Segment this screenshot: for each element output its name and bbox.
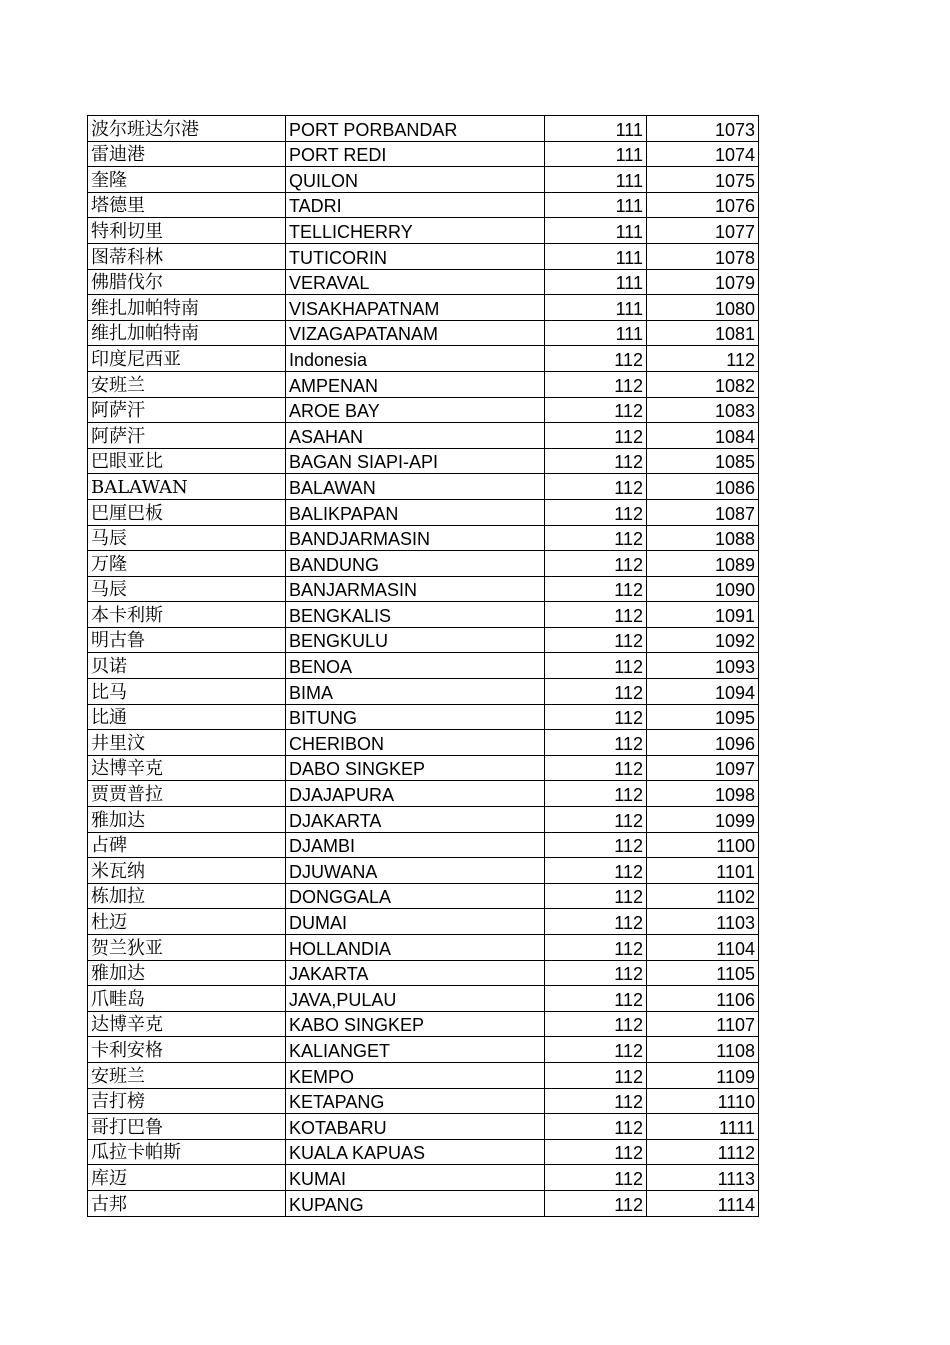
chinese-name-cell: 米瓦纳 (88, 858, 286, 884)
table-row (88, 627, 759, 653)
country-code-cell: 112 (545, 909, 647, 935)
port-id-cell: 1083 (647, 397, 759, 423)
port-id-cell: 1081 (647, 320, 759, 346)
port-id-cell: 1113 (647, 1165, 759, 1191)
port-id-cell: 1079 (647, 269, 759, 295)
english-name-cell: CHERIBON (286, 730, 545, 756)
port-id-cell: 1085 (647, 448, 759, 474)
table-row (88, 551, 759, 577)
table-row (88, 909, 759, 935)
english-name-cell: JAVA,PULAU (286, 986, 545, 1012)
english-name-cell: BALAWAN (286, 474, 545, 500)
english-name-cell: BAGAN SIAPI-API (286, 448, 545, 474)
chinese-name-cell: 波尔班达尔港 (88, 116, 286, 142)
country-code-cell: 112 (545, 1037, 647, 1063)
english-name-cell: BIMA (286, 679, 545, 705)
port-id-cell: 1084 (647, 423, 759, 449)
port-id-cell: 1080 (647, 295, 759, 321)
table-row (88, 832, 759, 858)
english-name-cell: PORT PORBANDAR (286, 116, 545, 142)
port-id-cell: 1093 (647, 653, 759, 679)
port-code-table (87, 115, 759, 1217)
chinese-name-cell: 贺兰狄亚 (88, 935, 286, 961)
table-row (88, 781, 759, 807)
port-id-cell: 1089 (647, 551, 759, 577)
table-row (88, 525, 759, 551)
port-id-cell: 1104 (647, 935, 759, 961)
country-code-cell: 111 (545, 167, 647, 193)
table-row (88, 320, 759, 346)
port-id-cell: 1112 (647, 1139, 759, 1165)
english-name-cell: KETAPANG (286, 1088, 545, 1114)
table-row (88, 1190, 759, 1216)
english-name-cell: BITUNG (286, 704, 545, 730)
port-id-cell: 1092 (647, 627, 759, 653)
table-row (88, 679, 759, 705)
country-code-cell: 112 (545, 679, 647, 705)
english-name-cell: DJAJAPURA (286, 781, 545, 807)
english-name-cell: KABO SINGKEP (286, 1011, 545, 1037)
country-code-cell: 112 (545, 448, 647, 474)
english-name-cell: Indonesia (286, 346, 545, 372)
country-code-cell: 112 (545, 986, 647, 1012)
port-id-cell: 1100 (647, 832, 759, 858)
port-id-cell: 1114 (647, 1190, 759, 1216)
port-id-cell: 1109 (647, 1062, 759, 1088)
english-name-cell: BANDJARMASIN (286, 525, 545, 551)
country-code-cell: 111 (545, 116, 647, 142)
table-row (88, 141, 759, 167)
country-code-cell: 112 (545, 755, 647, 781)
english-name-cell: DJAKARTA (286, 807, 545, 833)
country-code-cell: 112 (545, 576, 647, 602)
chinese-name-cell: 阿萨汗 (88, 397, 286, 423)
country-code-cell: 112 (545, 1088, 647, 1114)
table-row (88, 807, 759, 833)
chinese-name-cell: 安班兰 (88, 371, 286, 397)
english-name-cell: BENGKULU (286, 627, 545, 653)
chinese-name-cell: 比马 (88, 679, 286, 705)
english-name-cell: HOLLANDIA (286, 935, 545, 961)
country-code-cell: 112 (545, 781, 647, 807)
port-id-cell: 1095 (647, 704, 759, 730)
table-row (88, 499, 759, 525)
table-row (88, 346, 759, 372)
english-name-cell: KALIANGET (286, 1037, 545, 1063)
port-id-cell: 1075 (647, 167, 759, 193)
english-name-cell: DJAMBI (286, 832, 545, 858)
port-id-cell: 1111 (647, 1114, 759, 1140)
english-name-cell: KUALA KAPUAS (286, 1139, 545, 1165)
english-name-cell: BANJARMASIN (286, 576, 545, 602)
port-id-cell: 1078 (647, 243, 759, 269)
english-name-cell: TADRI (286, 192, 545, 218)
country-code-cell: 112 (545, 730, 647, 756)
country-code-cell: 111 (545, 243, 647, 269)
table-row (88, 371, 759, 397)
chinese-name-cell: 贾贾普拉 (88, 781, 286, 807)
english-name-cell: JAKARTA (286, 960, 545, 986)
port-id-cell: 1094 (647, 679, 759, 705)
english-name-cell: VIZAGAPATANAM (286, 320, 545, 346)
country-code-cell: 112 (545, 1190, 647, 1216)
port-id-cell: 1099 (647, 807, 759, 833)
chinese-name-cell: 明古鲁 (88, 627, 286, 653)
country-code-cell: 112 (545, 935, 647, 961)
table-row (88, 269, 759, 295)
table-row (88, 192, 759, 218)
country-code-cell: 112 (545, 397, 647, 423)
country-code-cell: 112 (545, 1114, 647, 1140)
table-row (88, 858, 759, 884)
chinese-name-cell: 马辰 (88, 576, 286, 602)
country-code-cell: 112 (545, 960, 647, 986)
country-code-cell: 112 (545, 346, 647, 372)
port-id-cell: 1090 (647, 576, 759, 602)
country-code-cell: 112 (545, 1011, 647, 1037)
english-name-cell: BENOA (286, 653, 545, 679)
chinese-name-cell: 塔德里 (88, 192, 286, 218)
table-row (88, 1114, 759, 1140)
country-code-cell: 112 (545, 858, 647, 884)
port-id-cell: 1098 (647, 781, 759, 807)
country-code-cell: 112 (545, 704, 647, 730)
port-id-cell: 1110 (647, 1088, 759, 1114)
table-row (88, 883, 759, 909)
port-id-cell: 1096 (647, 730, 759, 756)
chinese-name-cell: BALAWAN (88, 474, 286, 500)
country-code-cell: 112 (545, 551, 647, 577)
chinese-name-cell: 哥打巴鲁 (88, 1114, 286, 1140)
table-row (88, 1011, 759, 1037)
chinese-name-cell: 奎隆 (88, 167, 286, 193)
chinese-name-cell: 万隆 (88, 551, 286, 577)
chinese-name-cell: 维扎加帕特南 (88, 295, 286, 321)
country-code-cell: 112 (545, 653, 647, 679)
table-row (88, 1165, 759, 1191)
table-body (88, 116, 759, 1217)
chinese-name-cell: 安班兰 (88, 1062, 286, 1088)
chinese-name-cell: 图蒂科林 (88, 243, 286, 269)
country-code-cell: 112 (545, 1062, 647, 1088)
port-id-cell: 1106 (647, 986, 759, 1012)
chinese-name-cell: 阿萨汗 (88, 423, 286, 449)
chinese-name-cell: 印度尼西亚 (88, 346, 286, 372)
chinese-name-cell: 吉打榜 (88, 1088, 286, 1114)
port-id-cell: 1088 (647, 525, 759, 551)
port-id-cell: 1076 (647, 192, 759, 218)
english-name-cell: TUTICORIN (286, 243, 545, 269)
table-row (88, 602, 759, 628)
country-code-cell: 112 (545, 499, 647, 525)
country-code-cell: 112 (545, 832, 647, 858)
english-name-cell: AMPENAN (286, 371, 545, 397)
port-id-cell: 1087 (647, 499, 759, 525)
port-id-cell: 1107 (647, 1011, 759, 1037)
english-name-cell: DONGGALA (286, 883, 545, 909)
table-row (88, 1062, 759, 1088)
chinese-name-cell: 贝诺 (88, 653, 286, 679)
table-row (88, 755, 759, 781)
english-name-cell: KOTABARU (286, 1114, 545, 1140)
port-id-cell: 1105 (647, 960, 759, 986)
chinese-name-cell: 雅加达 (88, 807, 286, 833)
chinese-name-cell: 栋加拉 (88, 883, 286, 909)
port-id-cell: 1082 (647, 371, 759, 397)
table-row (88, 295, 759, 321)
chinese-name-cell: 卡利安格 (88, 1037, 286, 1063)
english-name-cell: ASAHAN (286, 423, 545, 449)
english-name-cell: KUMAI (286, 1165, 545, 1191)
port-id-cell: 1073 (647, 116, 759, 142)
chinese-name-cell: 雅加达 (88, 960, 286, 986)
table-row (88, 474, 759, 500)
country-code-cell: 111 (545, 320, 647, 346)
country-code-cell: 112 (545, 525, 647, 551)
port-id-cell: 1097 (647, 755, 759, 781)
table-row (88, 1088, 759, 1114)
chinese-name-cell: 巴厘巴板 (88, 499, 286, 525)
country-code-cell: 112 (545, 883, 647, 909)
table-row (88, 218, 759, 244)
port-id-cell: 112 (647, 346, 759, 372)
country-code-cell: 112 (545, 423, 647, 449)
port-id-cell: 1102 (647, 883, 759, 909)
chinese-name-cell: 占碑 (88, 832, 286, 858)
chinese-name-cell: 达博辛克 (88, 755, 286, 781)
port-id-cell: 1108 (647, 1037, 759, 1063)
chinese-name-cell: 本卡利斯 (88, 602, 286, 628)
country-code-cell: 112 (545, 1165, 647, 1191)
country-code-cell: 111 (545, 218, 647, 244)
english-name-cell: KEMPO (286, 1062, 545, 1088)
chinese-name-cell: 瓜拉卡帕斯 (88, 1139, 286, 1165)
chinese-name-cell: 佛腊伐尔 (88, 269, 286, 295)
country-code-cell: 111 (545, 192, 647, 218)
english-name-cell: QUILON (286, 167, 545, 193)
english-name-cell: VISAKHAPATNAM (286, 295, 545, 321)
country-code-cell: 111 (545, 269, 647, 295)
country-code-cell: 112 (545, 602, 647, 628)
english-name-cell: TELLICHERRY (286, 218, 545, 244)
english-name-cell: BENGKALIS (286, 602, 545, 628)
english-name-cell: AROE BAY (286, 397, 545, 423)
chinese-name-cell: 杜迈 (88, 909, 286, 935)
port-id-cell: 1103 (647, 909, 759, 935)
table-row (88, 576, 759, 602)
port-id-cell: 1101 (647, 858, 759, 884)
english-name-cell: BANDUNG (286, 551, 545, 577)
table-row (88, 935, 759, 961)
table-row (88, 423, 759, 449)
table-row (88, 653, 759, 679)
english-name-cell: DJUWANA (286, 858, 545, 884)
table-row (88, 960, 759, 986)
english-name-cell: VERAVAL (286, 269, 545, 295)
table-row (88, 730, 759, 756)
country-code-cell: 112 (545, 807, 647, 833)
english-name-cell: KUPANG (286, 1190, 545, 1216)
chinese-name-cell: 巴眼亚比 (88, 448, 286, 474)
port-id-cell: 1077 (647, 218, 759, 244)
chinese-name-cell: 井里汶 (88, 730, 286, 756)
chinese-name-cell: 爪畦岛 (88, 986, 286, 1012)
table-row (88, 986, 759, 1012)
chinese-name-cell: 比通 (88, 704, 286, 730)
country-code-cell: 112 (545, 371, 647, 397)
country-code-cell: 112 (545, 474, 647, 500)
english-name-cell: PORT REDI (286, 141, 545, 167)
port-id-cell: 1086 (647, 474, 759, 500)
table-row (88, 448, 759, 474)
table-row (88, 704, 759, 730)
table-row (88, 397, 759, 423)
chinese-name-cell: 马辰 (88, 525, 286, 551)
english-name-cell: DUMAI (286, 909, 545, 935)
table-row (88, 167, 759, 193)
table-row (88, 116, 759, 142)
table-row (88, 1139, 759, 1165)
country-code-cell: 111 (545, 141, 647, 167)
english-name-cell: BALIKPAPAN (286, 499, 545, 525)
chinese-name-cell: 特利切里 (88, 218, 286, 244)
chinese-name-cell: 雷迪港 (88, 141, 286, 167)
chinese-name-cell: 达博辛克 (88, 1011, 286, 1037)
chinese-name-cell: 维扎加帕特南 (88, 320, 286, 346)
english-name-cell: DABO SINGKEP (286, 755, 545, 781)
country-code-cell: 112 (545, 1139, 647, 1165)
port-id-cell: 1074 (647, 141, 759, 167)
table-row (88, 243, 759, 269)
country-code-cell: 111 (545, 295, 647, 321)
table-row (88, 1037, 759, 1063)
chinese-name-cell: 古邦 (88, 1190, 286, 1216)
country-code-cell: 112 (545, 627, 647, 653)
port-id-cell: 1091 (647, 602, 759, 628)
chinese-name-cell: 库迈 (88, 1165, 286, 1191)
